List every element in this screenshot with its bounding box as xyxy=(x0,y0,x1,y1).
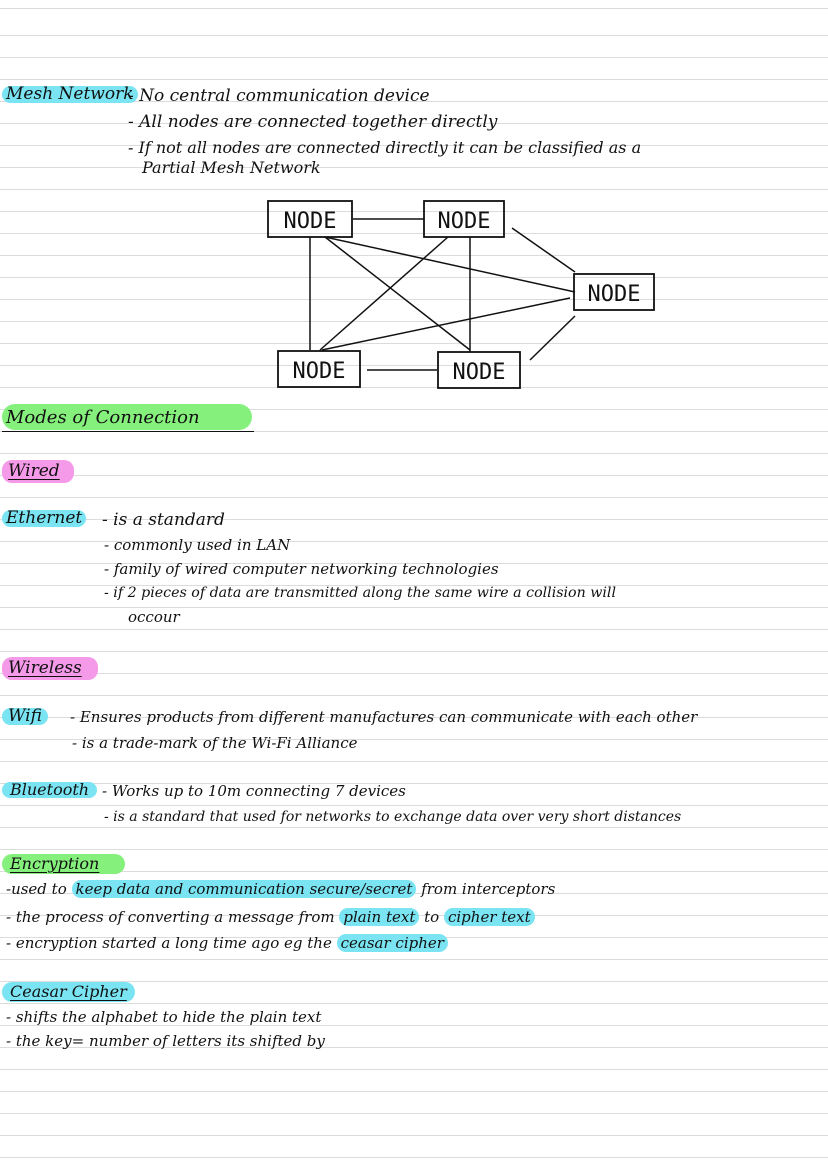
mesh-line-1: - No central communication device xyxy=(128,86,430,106)
encryption-heading: Encryption xyxy=(2,854,125,874)
bluetooth-label: Bluetooth xyxy=(2,782,97,798)
encryption-line-2-mid: to xyxy=(424,908,440,926)
modes-underline xyxy=(2,431,254,432)
bluetooth-line-2: - is a standard that used for networks to exchange data over very short distances xyxy=(104,809,682,825)
encryption-line-1 xyxy=(6,882,555,897)
encryption-line-2-highlight-plain: plain text xyxy=(339,908,419,926)
mesh-line-3b: Partial Mesh Network xyxy=(142,158,321,177)
ethernet-line-3: - family of wired computer networking technologies xyxy=(104,560,499,578)
mesh-line-2: - All nodes are connected together directly xyxy=(128,112,498,132)
encryption-line-3 xyxy=(6,936,448,951)
encryption-line-2-highlight-cipher: cipher text xyxy=(444,908,535,926)
wireless-heading: Wireless xyxy=(2,657,98,680)
link-node3-node5 xyxy=(530,316,575,360)
link-node1-node5 xyxy=(325,237,470,350)
wired-heading: Wired xyxy=(2,460,74,483)
wifi-line-1: - Ensures products from different manufactures can communicate with each other xyxy=(70,708,698,726)
ethernet-line-4b: occour xyxy=(128,608,180,626)
node-label-4: NODE xyxy=(292,359,346,384)
wifi-line-2: - is a trade-mark of the Wi-Fi Alliance xyxy=(72,734,358,752)
node-label-3: NODE xyxy=(587,282,641,307)
encryption-line-3-highlight: ceasar cipher xyxy=(337,934,448,952)
encryption-line-3-pre: - encryption started a long time ago eg the xyxy=(6,934,332,952)
caesar-line-2: - the key= number of letters its shifted by xyxy=(6,1032,325,1050)
node-label-1: NODE xyxy=(283,209,337,234)
node-label-5: NODE xyxy=(452,360,506,385)
link-node2-node3 xyxy=(512,228,575,272)
caesar-cipher-heading: Ceasar Cipher xyxy=(2,982,135,1002)
mesh-line-3: - If not all nodes are connected directly it can be classified as a xyxy=(128,138,642,157)
link-node3-node4 xyxy=(322,298,570,350)
encryption-line-1-pre: -used to xyxy=(6,880,67,898)
ethernet-line-1: - is a standard xyxy=(102,510,225,530)
node-label-2: NODE xyxy=(437,209,491,234)
bluetooth-line-1: - Works up to 10m connecting 7 devices xyxy=(102,782,406,800)
caesar-line-1: - shifts the alphabet to hide the plain text xyxy=(6,1008,322,1026)
modes-heading: Modes of Connection xyxy=(6,407,200,428)
link-node2-node4 xyxy=(320,237,448,350)
encryption-line-2 xyxy=(6,910,535,925)
mesh-network-heading: Mesh Network xyxy=(2,86,138,103)
wifi-label: Wifi xyxy=(2,708,48,725)
ethernet-line-4: - if 2 pieces of data are transmitted along the same wire a collision will xyxy=(104,585,616,601)
encryption-line-2-pre: - the process of converting a message from xyxy=(6,908,335,926)
encryption-line-1-highlight: keep data and communication secure/secret xyxy=(72,880,417,898)
ethernet-line-2: - commonly used in LAN xyxy=(104,536,291,554)
ethernet-label: Ethernet xyxy=(2,510,86,527)
encryption-line-1-post: from interceptors xyxy=(421,880,556,898)
